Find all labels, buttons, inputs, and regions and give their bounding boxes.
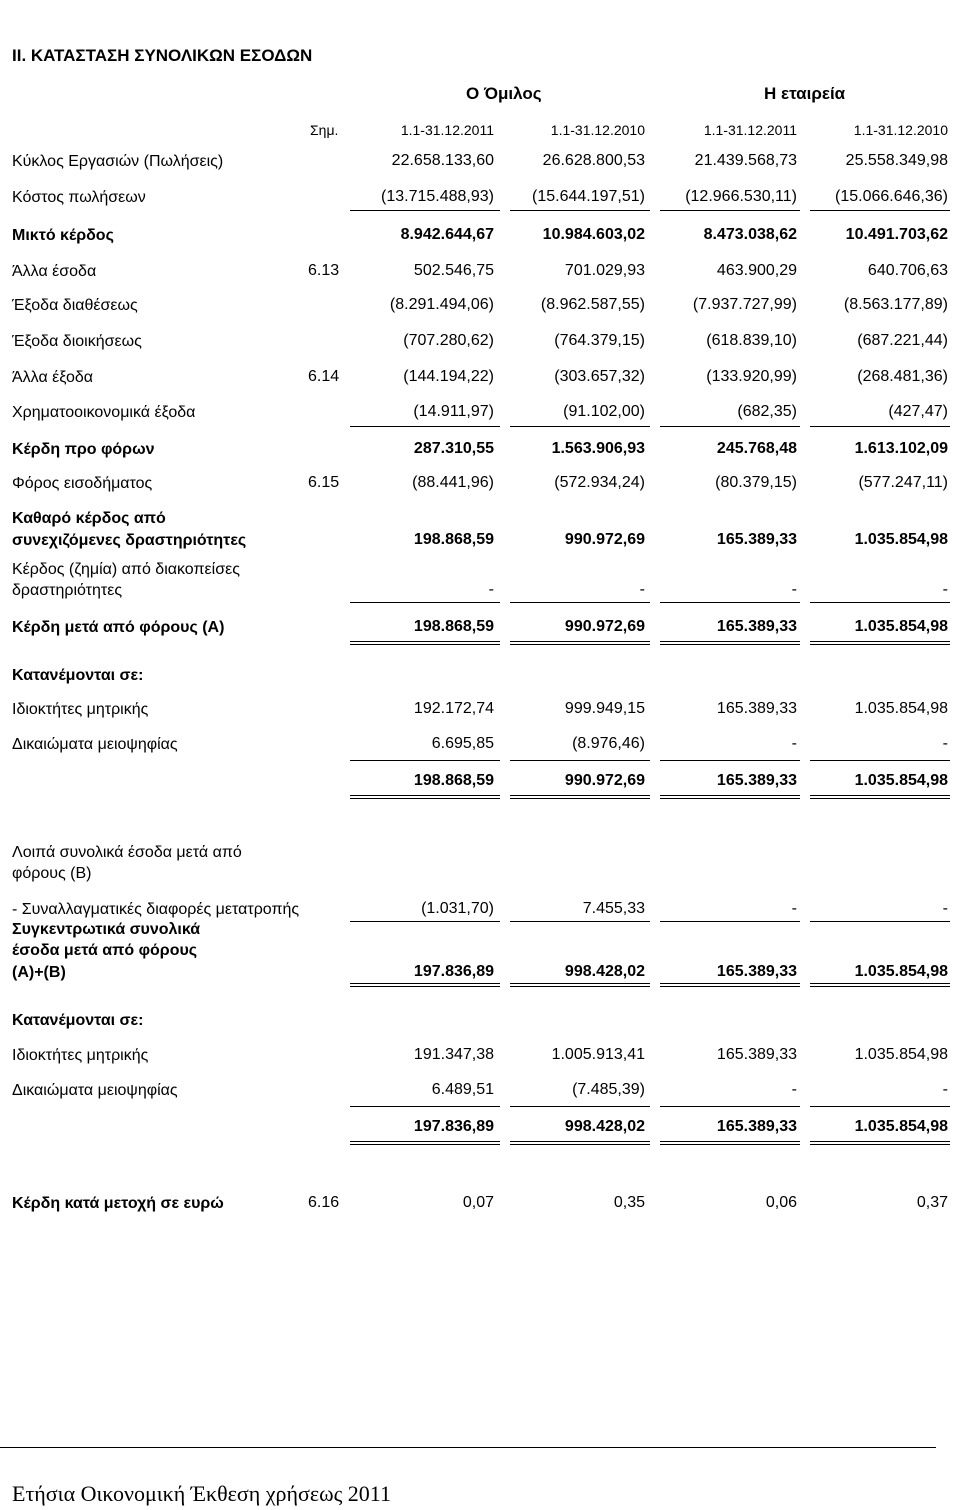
value-cell: 25.558.349,98 (845, 152, 948, 169)
row-label: Χρηματοοικονομικά έξοδα (12, 404, 196, 421)
value-cell: 998.428,02 (564, 1118, 645, 1135)
value-cell: 165.389,33 (716, 618, 797, 635)
underline (510, 798, 650, 799)
value-cell: 245.768,48 (716, 440, 797, 457)
underline (810, 760, 950, 761)
row-label: Δικαιώματα μειοψηφίας (12, 1082, 178, 1099)
underline (810, 602, 950, 603)
value-cell: 1.035.854,98 (854, 772, 948, 789)
underline (350, 760, 500, 761)
value-cell: - (791, 735, 797, 752)
underline (810, 983, 950, 984)
value-cell: 1.563.906,93 (551, 440, 645, 457)
group-header: Ο Όμιλος (466, 84, 542, 103)
note-column-header: Σημ. (310, 122, 339, 138)
note-ref: 6.13 (308, 262, 340, 279)
row-label: Καθαρό κέρδος από (12, 510, 166, 527)
underline (350, 210, 500, 211)
footer-text: Ετήσια Οικονομική Έκθεση χρήσεως 2011 (12, 1481, 391, 1506)
value-cell: 198.868,59 (413, 772, 494, 789)
value-cell: (618.839,10) (706, 332, 797, 349)
underline (350, 644, 500, 645)
underline (350, 795, 500, 796)
value-cell: 990.972,69 (564, 772, 645, 789)
underline (810, 210, 950, 211)
underline (510, 986, 650, 987)
underline (660, 641, 800, 642)
underline (810, 986, 950, 987)
row-label: Κέρδη κατά μετοχή σε ευρώ (12, 1195, 224, 1212)
value-cell: 1.035.854,98 (854, 963, 948, 980)
value-cell: 0,07 (462, 1194, 494, 1211)
value-cell: 165.389,33 (716, 531, 797, 548)
underline (510, 426, 650, 427)
value-cell: (88.441,96) (412, 474, 494, 491)
row-label: έσοδα μετά από φόρους (12, 942, 198, 959)
underline (510, 210, 650, 211)
value-cell: 1.035.854,98 (854, 700, 948, 717)
underline (660, 986, 800, 987)
row-label: Κατανέμονται σε: (12, 667, 144, 684)
underline (660, 1144, 800, 1145)
value-cell: 21.439.568,73 (694, 152, 797, 169)
value-cell: 198.868,59 (413, 618, 494, 635)
value-cell: (8.291.494,06) (389, 296, 494, 313)
underline (660, 760, 800, 761)
value-cell: (682,35) (737, 403, 797, 420)
underline (350, 798, 500, 799)
row-label: Άλλα έξοδα (12, 369, 94, 386)
value-cell: 0,06 (765, 1194, 797, 1211)
underline (350, 1144, 500, 1145)
underline (510, 795, 650, 796)
value-cell: 26.628.800,53 (542, 152, 645, 169)
value-cell: 1.005.913,41 (551, 1046, 645, 1063)
value-cell: - (942, 735, 948, 752)
row-label: Κατανέμονται σε: (12, 1012, 144, 1029)
underline (350, 602, 500, 603)
underline (660, 426, 800, 427)
underline (810, 1106, 950, 1107)
value-cell: 197.836,89 (413, 963, 494, 980)
value-cell: 10.984.603,02 (542, 226, 645, 243)
row-label: Έξοδα διαθέσεως (12, 297, 138, 314)
underline (350, 983, 500, 984)
value-cell: 990.972,69 (564, 531, 645, 548)
underline (350, 1141, 500, 1142)
underline (810, 1144, 950, 1145)
value-cell: 998.428,02 (564, 963, 645, 980)
value-cell: (707.280,62) (403, 332, 494, 349)
value-cell: 165.389,33 (716, 700, 797, 717)
value-cell: (577.247,11) (858, 474, 948, 491)
value-cell: - (942, 900, 948, 917)
underline (660, 1141, 800, 1142)
value-cell: 22.658.133,60 (391, 152, 494, 169)
footer-divider (0, 1447, 936, 1448)
value-cell: (268.481,36) (857, 368, 948, 385)
value-cell: (15.644.197,51) (532, 188, 645, 205)
value-cell: (572.934,24) (554, 474, 645, 491)
note-ref: 6.14 (308, 368, 340, 385)
value-cell: 165.389,33 (716, 1046, 797, 1063)
row-label: - Συναλλαγματικές διαφορές μετατροπής (12, 901, 300, 918)
value-cell: 701.029,93 (564, 262, 645, 279)
value-cell: 191.347,38 (413, 1046, 494, 1063)
underline (660, 602, 800, 603)
value-cell: (15.066.646,36) (835, 188, 948, 205)
row-label: Κύκλος Εργασιών (Πωλήσεις) (12, 153, 224, 170)
statement-title: II. ΚΑΤΑΣΤΑΣΗ ΣΥΝΟΛΙΚΩΝ ΕΣΟΔΩΝ (12, 46, 313, 65)
underline (810, 921, 950, 922)
value-cell: 7.455,33 (582, 900, 645, 917)
company-2010-header: 1.1-31.12.2010 (853, 122, 948, 138)
underline (810, 1141, 950, 1142)
row-label: Συγκεντρωτικά συνολικά (12, 921, 201, 938)
underline (510, 1144, 650, 1145)
value-cell: 165.389,33 (716, 772, 797, 789)
underline (510, 983, 650, 984)
underline (510, 1106, 650, 1107)
value-cell: (8.962.587,55) (540, 296, 645, 313)
value-cell: - (791, 581, 797, 598)
row-label: Δικαιώματα μειοψηφίας (12, 736, 178, 753)
underline (350, 921, 500, 922)
value-cell: (1.031,70) (421, 900, 494, 917)
value-cell: 165.389,33 (716, 963, 797, 980)
row-label: Κέρδη προ φόρων (12, 441, 155, 458)
underline (660, 644, 800, 645)
value-cell: 640.706,63 (867, 262, 948, 279)
value-cell: 0,35 (613, 1194, 645, 1211)
group-2011-header: 1.1-31.12.2011 (400, 122, 494, 138)
value-cell: 0,37 (916, 1194, 948, 1211)
row-label: Ιδιοκτήτες μητρικής (12, 1047, 149, 1064)
underline (660, 1106, 800, 1107)
company-header: Η εταιρεία (764, 84, 846, 103)
underline (660, 795, 800, 796)
value-cell: (133.920,99) (706, 368, 797, 385)
value-cell: 8.473.038,62 (703, 226, 797, 243)
row-label: Κέρδη μετά από φόρους (Α) (12, 619, 225, 636)
value-cell: 8.942.644,67 (400, 226, 494, 243)
row-label: Κέρδος (ζημία) από διακοπείσες (12, 561, 240, 578)
value-cell: 463.900,29 (716, 262, 797, 279)
value-cell: 1.035.854,98 (854, 1046, 948, 1063)
underline (810, 426, 950, 427)
value-cell: (91.102,00) (563, 403, 645, 420)
value-cell: 1.035.854,98 (854, 618, 948, 635)
value-cell: (12.966.530,11) (685, 188, 797, 205)
row-label: Ιδιοκτήτες μητρικής (12, 701, 149, 718)
note-ref: 6.16 (308, 1194, 340, 1211)
value-cell: (144.194,22) (403, 368, 494, 385)
value-cell: 999.949,15 (564, 700, 645, 717)
value-cell: (764.379,15) (554, 332, 645, 349)
value-cell: - (639, 581, 645, 598)
value-cell: - (488, 581, 494, 598)
value-cell: 165.389,33 (716, 1118, 797, 1135)
value-cell: (8.976,46) (572, 735, 645, 752)
value-cell: 6.489,51 (431, 1081, 494, 1098)
value-cell: 6.695,85 (431, 735, 494, 752)
value-cell: (13.715.488,93) (381, 188, 494, 205)
value-cell: (427,47) (888, 403, 948, 420)
group-2010-header: 1.1-31.12.2010 (550, 122, 645, 138)
row-label: δραστηριότητες (12, 582, 123, 599)
underline (810, 644, 950, 645)
value-cell: (303.657,32) (554, 368, 645, 385)
underline (510, 1141, 650, 1142)
value-cell: - (791, 1081, 797, 1098)
note-ref: 6.15 (308, 474, 340, 491)
row-label: (Α)+(Β) (12, 964, 66, 981)
row-label: Έξοδα διοικήσεως (12, 333, 142, 350)
value-cell: - (791, 900, 797, 917)
underline (810, 798, 950, 799)
value-cell: - (942, 1081, 948, 1098)
underline (660, 921, 800, 922)
underline (510, 760, 650, 761)
value-cell: - (942, 581, 948, 598)
value-cell: (8.563.177,89) (843, 296, 948, 313)
row-label: Κόστος πωλήσεων (12, 189, 146, 206)
value-cell: (687.221,44) (857, 332, 948, 349)
underline (350, 986, 500, 987)
underline (510, 921, 650, 922)
underline (660, 983, 800, 984)
row-label: Μικτό κέρδος (12, 227, 114, 244)
value-cell: 198.868,59 (413, 531, 494, 548)
value-cell: 1.613.102,09 (854, 440, 948, 457)
underline (660, 210, 800, 211)
value-cell: 990.972,69 (564, 618, 645, 635)
value-cell: (80.379,15) (715, 474, 797, 491)
row-label: συνεχιζόμενες δραστηριότητες (12, 532, 247, 549)
value-cell: 1.035.854,98 (854, 1118, 948, 1135)
underline (810, 641, 950, 642)
row-label: Λοιπά συνολικά έσοδα μετά από (12, 844, 242, 861)
value-cell: 287.310,55 (413, 440, 494, 457)
row-label: Φόρος εισοδήματος (12, 475, 153, 492)
value-cell: 197.836,89 (413, 1118, 494, 1135)
underline (510, 644, 650, 645)
underline (660, 798, 800, 799)
row-label: φόρους (Β) (12, 865, 92, 882)
value-cell: 10.491.703,62 (845, 226, 948, 243)
underline (510, 602, 650, 603)
underline (810, 795, 950, 796)
value-cell: (7.485,39) (572, 1081, 645, 1098)
underline (510, 641, 650, 642)
value-cell: 192.172,74 (413, 700, 494, 717)
value-cell: (7.937.727,99) (692, 296, 797, 313)
value-cell: 1.035.854,98 (854, 531, 948, 548)
row-label: Άλλα έσοδα (12, 263, 97, 280)
value-cell: 502.546,75 (413, 262, 494, 279)
value-cell: (14.911,97) (413, 403, 494, 420)
underline (350, 1106, 500, 1107)
underline (350, 641, 500, 642)
company-2011-header: 1.1-31.12.2011 (703, 122, 797, 138)
underline (350, 426, 500, 427)
